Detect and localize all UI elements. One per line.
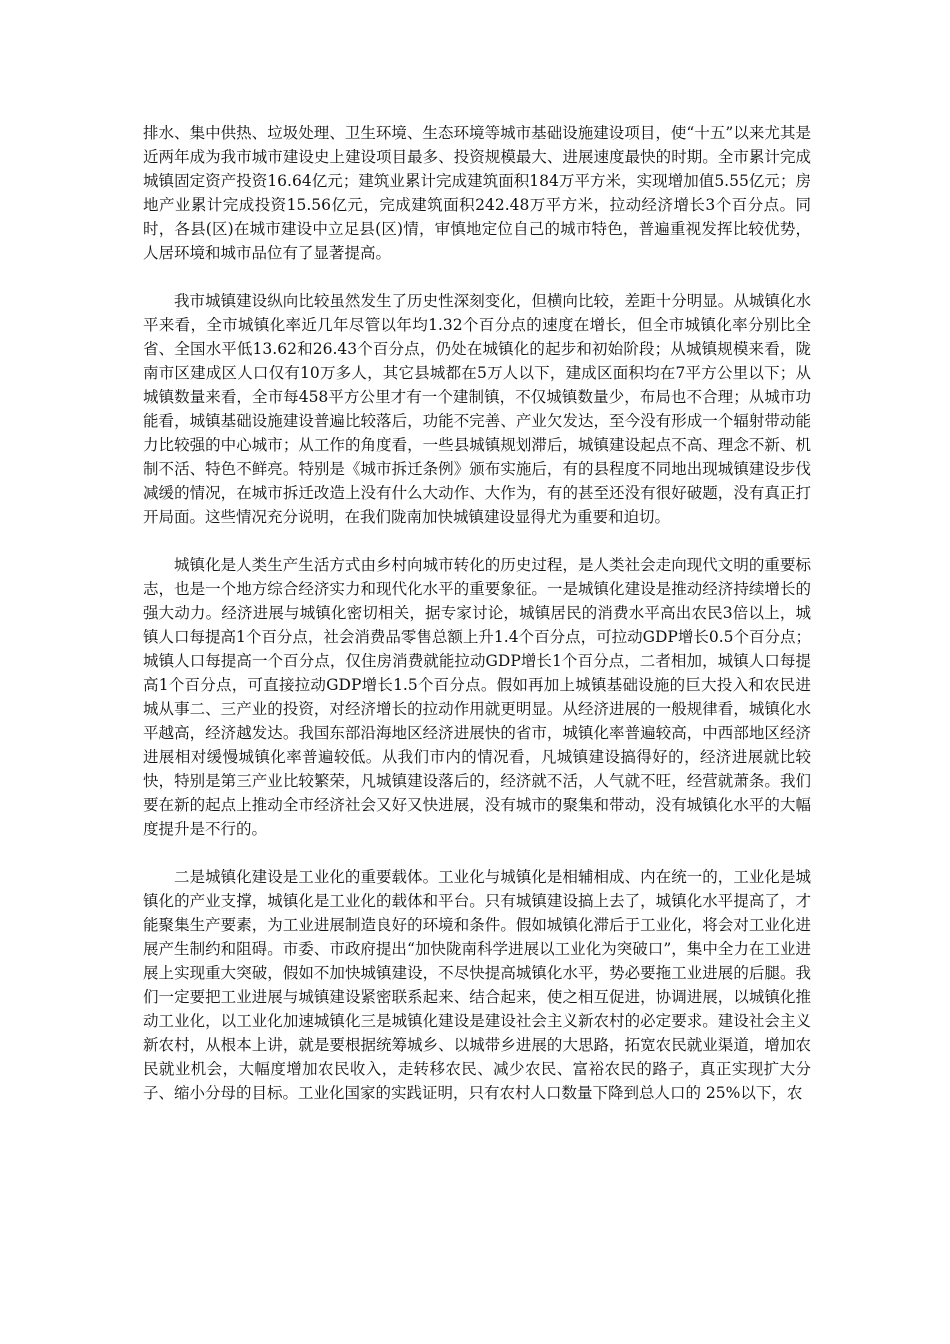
paragraph-2: 我市城镇建设纵向比较虽然发生了历史性深刻变化，但横向比较，差距十分明显。从城镇化水平来看，全市城镇化率近几年尽管以年均1.32个百分点的速度在增长，但全市城镇化率分别比全省、全国水平低13.62和26.43个百分点，仍处在城镇化的起步和初始阶段；从城镇规模来看，陇南市区建成区人口仅有10万多人，其它县城都在5万人以下，建成区面积均在7平方公里以下；从城镇数量来看，全市每458平方公里才有一个建制镇，不仅城镇数量少，布局也不合理；从城市功能看，城镇基础设施建设普遍比较落后，功能不完善、产业欠发达，至今没有形成一个辐射带动能力比较强的中心城市；从工作的角度看，一些县城镇规划滞后，城镇建设起点不高、理念不新、机制不活、特色不鲜亮。特别是《城市拆迁条例》颁布实施后，有的县程度不同地出现城镇建设步伐减缓的情况，在城市拆迁改造上没有什么大动作、大作为，有的甚至还没有很好破题，没有真正打开局面。这些情况充分说明，在我们陇南加快城镇建设显得尤为重要和迫切。 <box>143 292 811 526</box>
paragraph-1: 排水、集中供热、垃圾处理、卫生环境、生态环境等城市基础设施建设项目，使“十五”以来尤其是近两年成为我市城市建设史上建设项目最多、投资规模最大、进展速度最快的时期。全市累计完成城镇固定资产投资16.64亿元；建筑业累计完成建筑面积184万平方米，实现增加值5.55亿元；房地产业累计完成投资15.56亿元，完成建筑面积242.48万平方米，拉动经济增长3个百分点。同时，各县(区)在城市建设中立足县(区)情，审慎地定位自己的城市特色，普遍重视发挥比较优势，人居环境和城市品位有了显著提高。 <box>143 124 811 262</box>
paragraph-3: 城镇化是人类生产生活方式由乡村向城市转化的历史过程，是人类社会走向现代文明的重要标志，也是一个地方综合经济实力和现代化水平的重要象征。一是城镇化建设是推动经济持续增长的强大动力。经济进展与城镇化密切相关，据专家讨论，城镇居民的消费水平高出农民3倍以上，城镇人口每提高1个百分点，社会消费品零售总额上升1.4个百分点，可拉动GDP增长0.5个百分点；城镇人口每提高一个百分点，仅住房消费就能拉动GDP增长1个百分点，二者相加，城镇人口每提高1个百分点，可直接拉动GDP增长1.5个百分点。假如再加上城镇基础设施的巨大投入和农民进城从事二、三产业的投资，对经济增长的拉动作用就更明显。从经济进展的一般规律看，城镇化水平越高，经济越发达。我国东部沿海地区经济进展快的省市，城镇化率普遍较高，中西部地区经济进展相对缓慢城镇化率普遍较低。从我们市内的情况看，凡城镇建设搞得好的，经济进展就比较快，特别是第三产业比较繁荣，凡城镇建设落后的，经济就不活，人气就不旺，经营就萧条。我们要在新的起点上推动全市经济社会又好又快进展，没有城市的聚集和带动，没有城镇化水平的大幅度提升是不行的。 <box>143 556 811 838</box>
paragraph-4: 二是城镇化建设是工业化的重要载体。工业化与城镇化是相辅相成、内在统一的，工业化是城镇化的产业支撑，城镇化是工业化的载体和平台。只有城镇建设搞上去了，城镇化水平提高了，才能聚集生产要素，为工业进展制造良好的环境和条件。假如城镇化滞后于工业化，将会对工业化进展产生制约和阻碍。市委、市政府提出“加快陇南科学进展以工业化为突破口”，集中全力在工业进展上实现重大突破，假如不加快城镇建设，不尽快提高城镇化水平，势必要拖工业进展的后腿。我们一定要把工业进展与城镇建设紧密联系起来、结合起来，使之相互促进，协调进展，以城镇化推动工业化，以工业化加速城镇化三是城镇化建设是建设社会主义新农村的必定要求。建设社会主义新农村，从根本上讲，就是要根据统筹城乡、以城带乡进展的大思路，拓宽农民就业渠道，增加农民就业机会，大幅度增加农民收入，走转移农民、减少农民、富裕农民的路子，真正实现扩大分子、缩小分母的目标。工业化国家的实践证明，只有农村人口数量下降到总人口的 25%以下，农 <box>143 868 811 1102</box>
document-body <box>143 121 811 1105</box>
